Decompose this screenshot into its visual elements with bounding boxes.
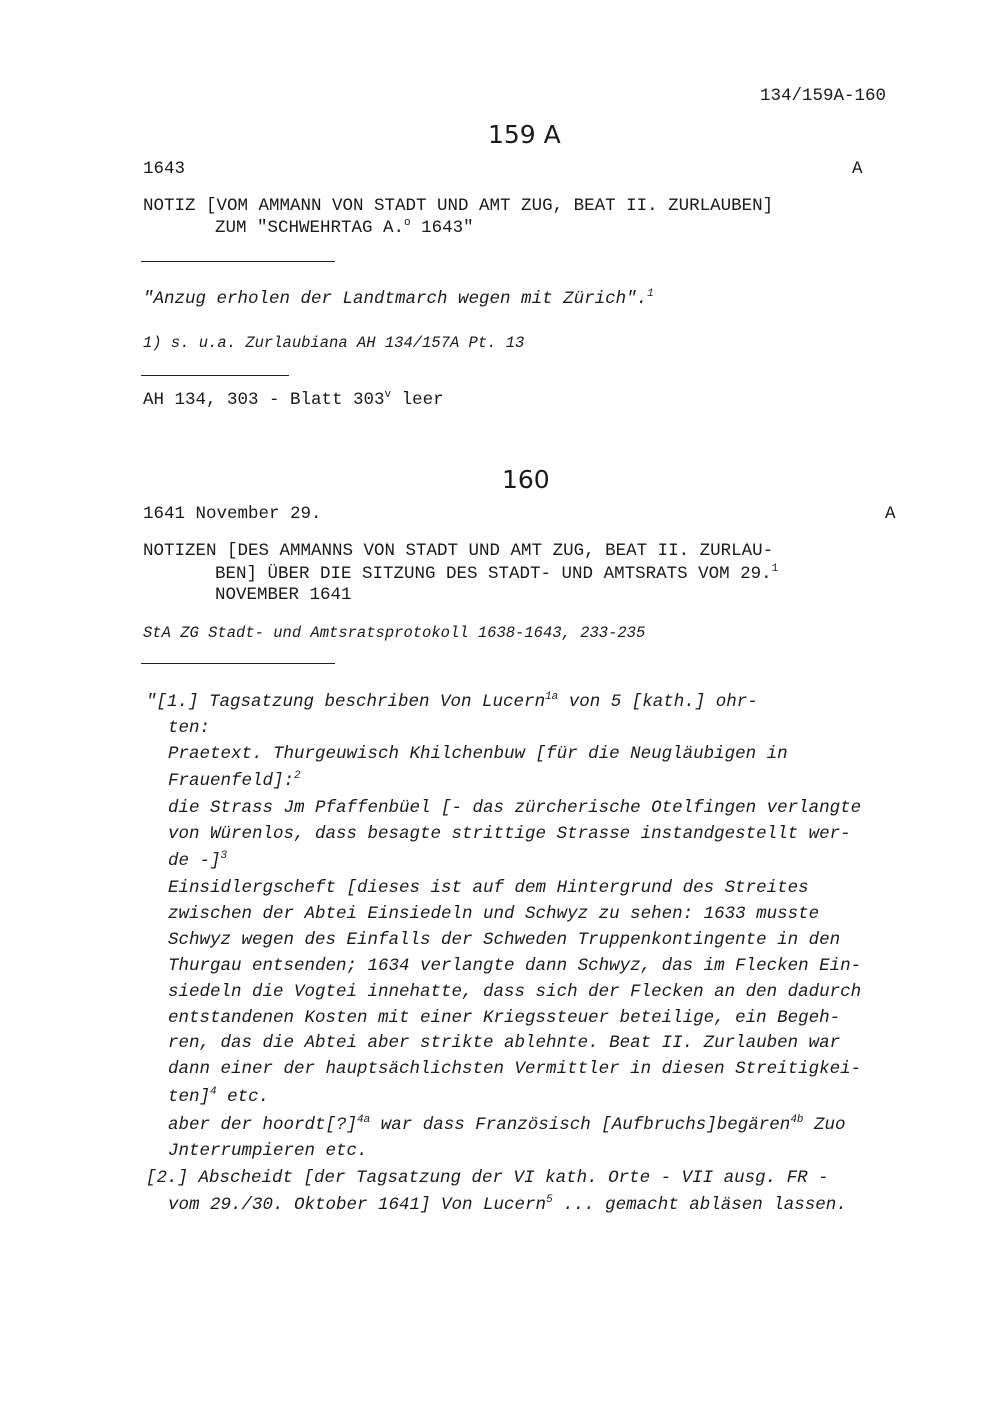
body-line: Frauenfeld]:$^2$: [168, 770, 301, 791]
document-date-159a: 1643: [143, 159, 186, 179]
body-line: zwischen der Abtei Einsiedeln und Schwyz zu sehen: 1633 musste: [168, 904, 820, 924]
body-line: [2.] Abscheidt [der Tagsatzung der VI kath. Orte - VII ausg. FR -: [146, 1168, 829, 1188]
body-line: "[1.] Tagsatzung beschriben Von Lucern$^{1a}$ von 5 [kath.] ohr-: [146, 691, 758, 712]
page-reference: 134/159A-160: [760, 86, 887, 106]
body-line: Einsidlergscheft [dieses ist auf dem Hintergrund des Streites: [168, 878, 809, 898]
body-line: entstandenen Kosten mit einer Kriegssteuer beteilige, ein Begeh-: [168, 1008, 841, 1028]
document-date-160: 1641 November 29.: [143, 504, 322, 524]
quote-159a: "Anzug erholen der Landtmarch wegen mit Zürich".$^1$: [143, 288, 654, 309]
body-line: Schwyz wegen des Einfalls der Schweden Truppenkontingente in den: [168, 930, 841, 950]
body-line: Praetext. Thurgeuwisch Khilchenbuw [für die Neugläubigen in: [168, 744, 788, 764]
document-title-160-line2: BEN] ÜBER DIE SITZUNG DES STADT- UND AMTSRATS VOM 29.$^1$: [215, 563, 779, 584]
document-title-160-line3: NOVEMBER 1641: [215, 585, 352, 605]
document-number-160: 160: [502, 465, 550, 494]
document-number-159a: 159 A: [488, 120, 561, 149]
divider: [141, 261, 335, 262]
document-title-159a: NOTIZ [VOM AMMANN VON STADT UND AMT ZUG, BEAT II. ZURLAUBEN]: [143, 196, 774, 216]
document-title-159a-line2: ZUM "SCHWEHRTAG A.$^o$ 1643": [215, 217, 474, 238]
body-line: die Strass Jm Pfaffenbüel [- das zürcherische Otelfingen verlangte: [168, 798, 862, 818]
body-line: ren, das die Abtei aber strikte ablehnte. Beat II. Zurlauben war: [168, 1033, 841, 1053]
body-line: Jnterrumpieren etc.: [168, 1141, 368, 1161]
body-line: ten:: [168, 718, 211, 738]
source-reference-160: StA ZG Stadt- und Amtsratsprotokoll 1638-1643, 233-235: [143, 624, 646, 642]
archive-reference-159a: AH 134, 303 - Blatt 303$^v$ leer: [143, 389, 444, 410]
body-line: de -]$^3$: [168, 850, 228, 871]
document-title-160: NOTIZEN [DES AMMANNS VON STADT UND AMT ZUG, BEAT II. ZURLAU-: [143, 541, 774, 561]
document-code-160: A: [885, 504, 896, 524]
body-line: aber der hoordt[?]$^{4a}$ war dass Französisch [Aufbruchs]begären$^{4b}$ Zuo: [168, 1114, 846, 1135]
body-line: vom 29./30. Oktober 1641] Von Lucern$^5$ ... gemacht abläsen lassen.: [168, 1194, 847, 1215]
body-line: dann einer der hauptsächlichsten Vermittler in diesen Streitigkei-: [168, 1059, 862, 1079]
divider: [141, 375, 289, 376]
divider: [141, 663, 335, 664]
body-line: ten]$^4$ etc.: [168, 1086, 270, 1107]
document-code-159a: A: [852, 159, 863, 179]
body-line: von Würenlos, dass besagte strittige Strasse instandgestellt wer-: [168, 824, 851, 844]
body-line: siedeln die Vogtei innehatte, dass sich der Flecken an den dadurch: [168, 982, 862, 1002]
footnote-159a: 1) s. u.a. Zurlaubiana AH 134/157A Pt. 13: [143, 334, 525, 352]
body-line: Thurgau entsenden; 1634 verlangte dann Schwyz, das im Flecken Ein-: [168, 956, 862, 976]
